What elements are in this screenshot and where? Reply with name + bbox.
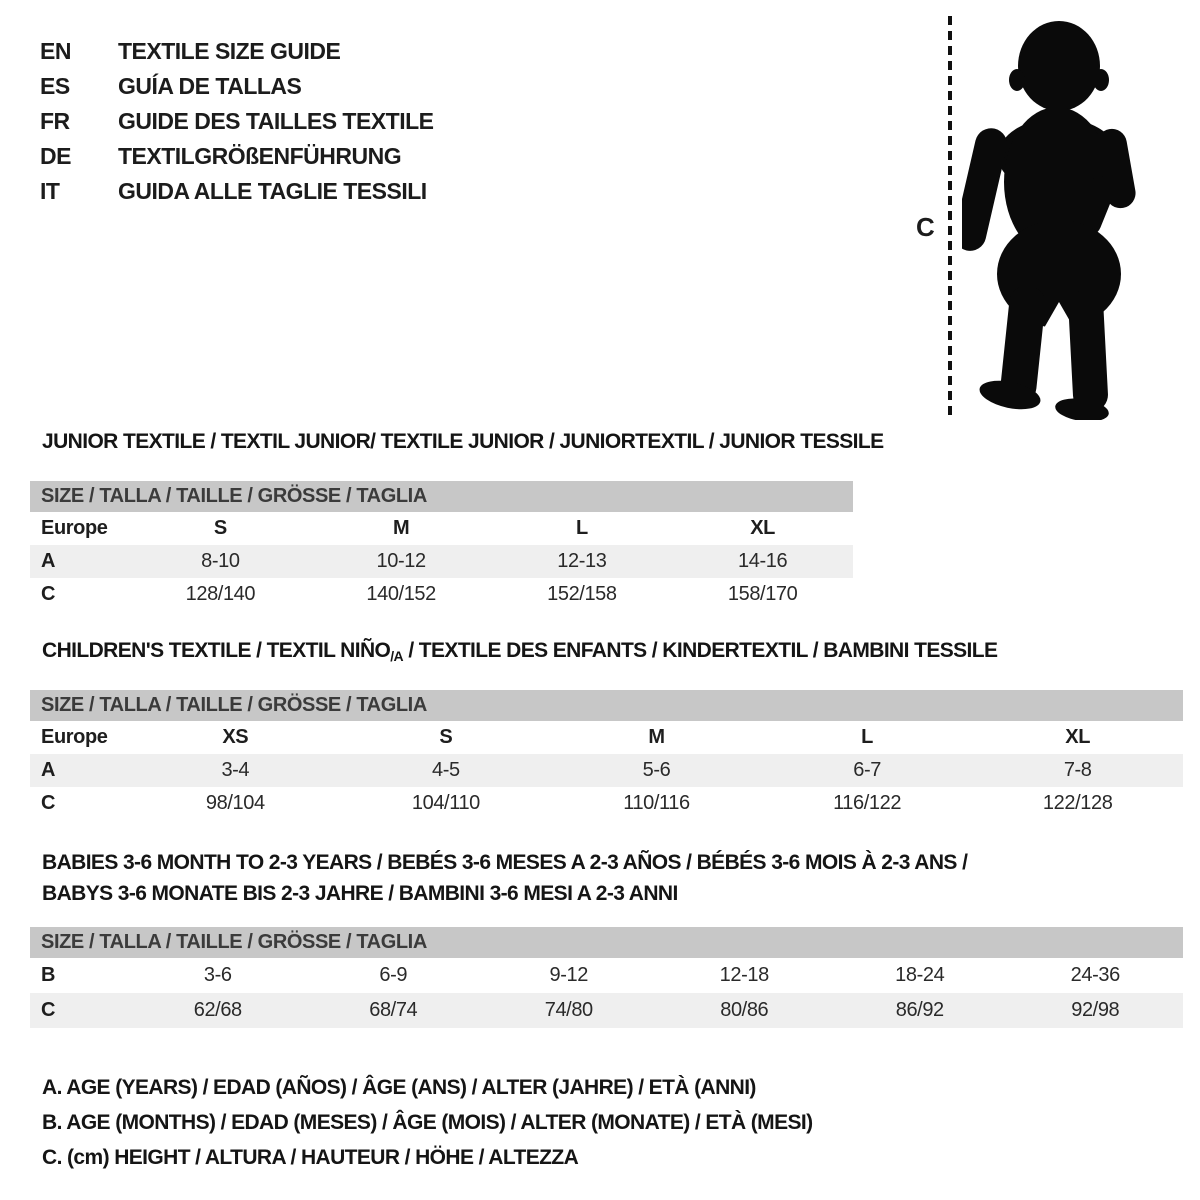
height-cell: 104/110 bbox=[411, 792, 480, 814]
table-row-age-years bbox=[30, 545, 853, 578]
age-cell: 12-18 bbox=[719, 964, 769, 986]
height-cell: 74/80 bbox=[544, 999, 593, 1021]
table-row-height-cm bbox=[30, 787, 1183, 820]
age-cell: 4-5 bbox=[432, 759, 460, 781]
children-title-subscript: /A bbox=[390, 648, 404, 664]
table-row-age-months bbox=[30, 958, 1183, 993]
language-title: TEXTILGRÖßENFÜHRUNG bbox=[118, 143, 402, 169]
size-cell: XS bbox=[222, 726, 249, 748]
language-row-de bbox=[40, 139, 434, 174]
height-cell: 128/140 bbox=[185, 583, 256, 605]
children-title-text: CHILDREN'S TEXTILE / TEXTIL NIÑO bbox=[42, 639, 391, 662]
row-label: C bbox=[41, 792, 56, 814]
row-label: A bbox=[41, 550, 56, 572]
age-cell: 5-6 bbox=[642, 759, 671, 781]
language-code: DE bbox=[40, 143, 71, 169]
babies-section-title-line2: BABYS 3-6 MONATE BIS 2-3 JAHRE / BAMBINI 3-6 MESI A 2-3 ANNI bbox=[42, 882, 678, 905]
age-cell: 24-36 bbox=[1070, 964, 1120, 986]
age-cell: 6-7 bbox=[853, 759, 881, 781]
language-code: ES bbox=[40, 73, 70, 99]
legend-height: C. (cm) HEIGHT / ALTURA / HAUTEUR / HÖHE / ALTEZZA bbox=[42, 1146, 579, 1169]
age-cell: 10-12 bbox=[376, 550, 426, 572]
row-label: C bbox=[41, 999, 56, 1021]
table-row-europe-sizes bbox=[30, 512, 853, 545]
measurement-legend bbox=[42, 1070, 813, 1175]
age-cell: 9-12 bbox=[549, 964, 588, 986]
size-cell: L bbox=[575, 517, 588, 539]
height-measure-dashed-line bbox=[948, 16, 952, 416]
age-cell: 14-16 bbox=[738, 550, 788, 572]
row-label: B bbox=[41, 964, 56, 986]
age-cell: 8-10 bbox=[201, 550, 240, 572]
height-cell: 152/158 bbox=[547, 583, 617, 605]
age-cell: 3-6 bbox=[203, 964, 232, 986]
age-cell: 7-8 bbox=[1063, 759, 1092, 781]
table-row-height-cm bbox=[30, 993, 1183, 1028]
language-row-fr bbox=[40, 104, 434, 139]
babies-section-title-line1: BABIES 3-6 MONTH TO 2-3 YEARS / BEBÉS 3-6 MESES A 2-3 AÑOS / BÉBÉS 3-6 MOIS À 2-3 ANS / bbox=[42, 851, 968, 874]
row-label: A bbox=[41, 759, 56, 781]
height-measure-label: C bbox=[916, 212, 935, 242]
toddler-silhouette-image bbox=[962, 14, 1140, 420]
height-cell: 140/152 bbox=[366, 583, 436, 605]
age-cell: 6-9 bbox=[379, 964, 408, 986]
junior-size-table bbox=[30, 481, 853, 611]
table-row-europe-sizes bbox=[30, 721, 1183, 754]
height-cell: 110/116 bbox=[623, 792, 690, 814]
legend-age-years: A. AGE (YEARS) / EDAD (AÑOS) / ÂGE (ANS) / ALTER (JAHRE) / ETÀ (ANNI) bbox=[42, 1076, 756, 1099]
height-cell: 62/68 bbox=[193, 999, 242, 1021]
language-code: FR bbox=[40, 108, 70, 134]
row-label: Europe bbox=[41, 517, 108, 539]
children-size-table bbox=[30, 690, 1183, 820]
size-cell: S bbox=[213, 517, 227, 539]
table-row-height-cm bbox=[30, 578, 853, 611]
language-title: GUIDE DES TAILLES TEXTILE bbox=[118, 108, 434, 134]
language-title: GUÍA DE TALLAS bbox=[118, 73, 302, 99]
height-cell: 68/74 bbox=[369, 999, 418, 1021]
height-cell: 158/170 bbox=[727, 583, 798, 605]
language-row-en bbox=[40, 34, 434, 69]
table-row-age-years bbox=[30, 754, 1183, 787]
height-cell: 80/86 bbox=[720, 999, 769, 1021]
language-code: EN bbox=[40, 38, 71, 64]
row-label: C bbox=[41, 583, 56, 605]
row-label: Europe bbox=[41, 726, 108, 748]
size-cell: M bbox=[392, 517, 410, 539]
height-cell: 116/122 bbox=[833, 792, 902, 814]
height-cell: 86/92 bbox=[895, 999, 944, 1021]
age-cell: 3-4 bbox=[221, 759, 250, 781]
language-title-list bbox=[40, 34, 434, 209]
size-header-row: SIZE / TALLA / TAILLE / GRÖSSE / TAGLIA bbox=[30, 927, 1183, 958]
size-cell: XL bbox=[1065, 726, 1091, 748]
size-cell: S bbox=[439, 726, 453, 748]
language-title: TEXTILE SIZE GUIDE bbox=[118, 38, 341, 64]
height-cell: 122/128 bbox=[1042, 792, 1113, 814]
language-row-es bbox=[40, 69, 434, 104]
size-cell: M bbox=[648, 726, 665, 748]
height-cell: 92/98 bbox=[1071, 999, 1120, 1021]
legend-age-months: B. AGE (MONTHS) / EDAD (MESES) / ÂGE (MOIS) / ALTER (MONATE) / ETÀ (MESI) bbox=[42, 1111, 813, 1134]
language-code: IT bbox=[40, 178, 60, 204]
children-title-text: / TEXTILE DES ENFANTS / KINDERTEXTIL / BAMBINI TESSILE bbox=[403, 639, 998, 662]
height-cell: 98/104 bbox=[205, 792, 265, 814]
junior-section-title: JUNIOR TEXTILE / TEXTIL JUNIOR/ TEXTILE JUNIOR / JUNIORTEXTIL / JUNIOR TESSILE bbox=[42, 430, 884, 453]
age-cell: 18-24 bbox=[895, 964, 945, 986]
size-header-row: SIZE / TALLA / TAILLE / GRÖSSE / TAGLIA bbox=[30, 481, 853, 512]
language-row-it bbox=[40, 174, 434, 209]
children-section-title bbox=[42, 639, 997, 664]
size-cell: L bbox=[861, 726, 873, 748]
size-header-row: SIZE / TALLA / TAILLE / GRÖSSE / TAGLIA bbox=[30, 690, 1183, 721]
size-cell: XL bbox=[750, 517, 775, 539]
language-title: GUIDA ALLE TAGLIE TESSILI bbox=[118, 178, 427, 204]
age-cell: 12-13 bbox=[557, 550, 607, 572]
babies-size-table bbox=[30, 927, 1183, 1028]
